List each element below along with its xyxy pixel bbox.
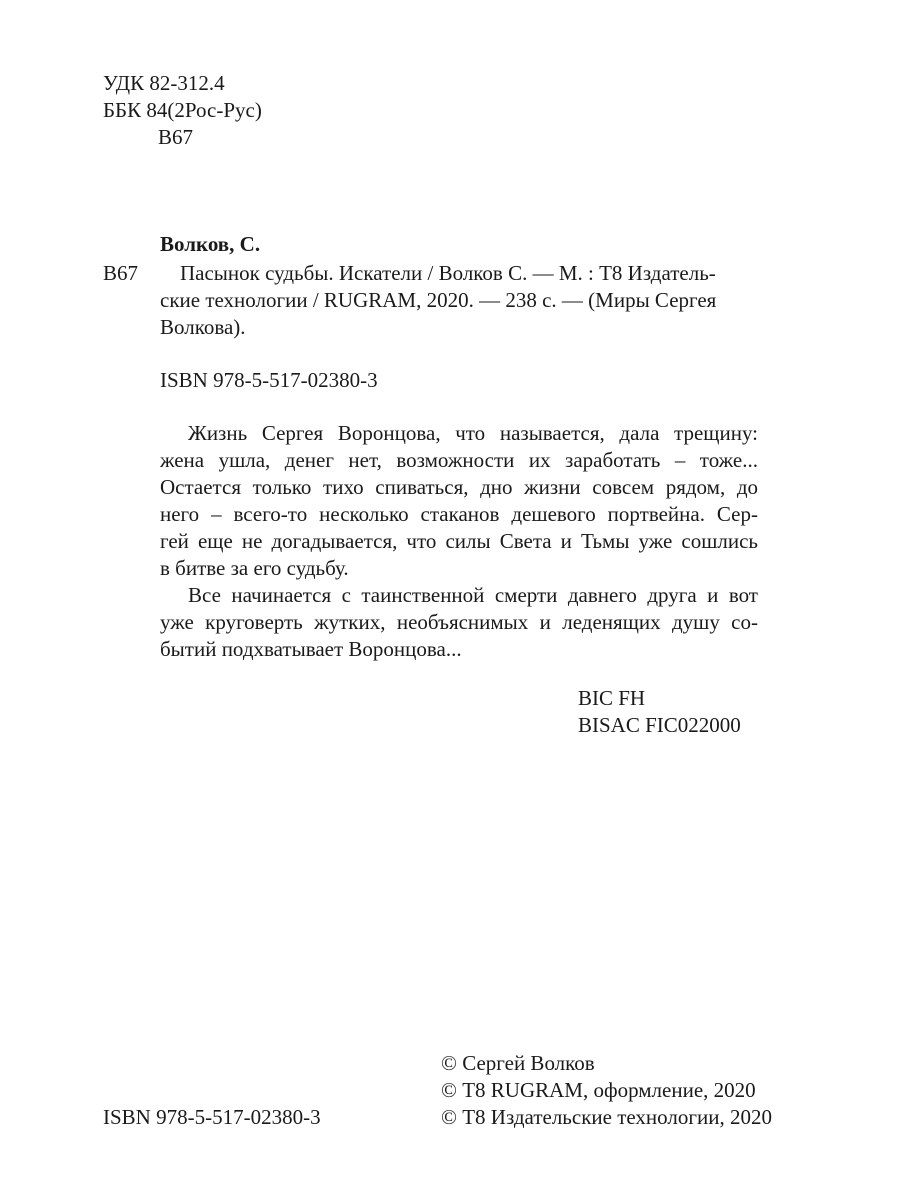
- isbn-bottom: ISBN 978-5-517-02380-3: [103, 1105, 321, 1129]
- isbn-main: ISBN 978-5-517-02380-3: [160, 368, 378, 392]
- entry-line: Пасынок судьбы. Искатели / Волков С. — М. : Т8 Издатель-: [180, 261, 716, 285]
- udk-code: УДК 82-312.4: [103, 71, 225, 95]
- copyright-block: [441, 1050, 772, 1131]
- annotation-line: бытий подхватывает Воронцова...: [160, 637, 462, 661]
- annotation: [160, 420, 758, 663]
- entry-line: ские технологии / RUGRAM, 2020. — 238 с. — (Миры Сергея: [160, 288, 717, 312]
- bbk-code: ББК 84(2Рос-Рус): [103, 98, 262, 122]
- subject-codes: [578, 685, 741, 739]
- annotation-line: Жизнь Сергея Воронцова, что называется, дала трещину:: [188, 421, 758, 445]
- copyright-line: © Сергей Волков: [441, 1051, 595, 1075]
- copyright-line: © Т8 Издательские технологии, 2020: [441, 1105, 772, 1129]
- bibliographic-entry: [160, 260, 750, 341]
- annotation-line: уже круговерть жутких, необъяснимых и леденящих душу со-: [160, 610, 758, 634]
- annotation-line: Все начинается с таинственной смерти давнего друга и вот: [188, 583, 758, 607]
- bic-code: BIC FH: [578, 686, 646, 710]
- annotation-line: него – всего-то несколько стаканов дешевого портвейна. Сер-: [160, 502, 758, 526]
- annotation-paragraph: [160, 420, 758, 582]
- annotation-line: жена ушла, денег нет, возможности их заработать – тоже...: [160, 448, 758, 472]
- author-mark-code: В67: [158, 125, 194, 149]
- annotation-paragraph: [160, 582, 758, 663]
- annotation-line: гей еще не догадывается, что силы Света и Тьмы уже сошлись: [160, 529, 758, 553]
- entry-line: Волкова).: [160, 315, 246, 339]
- copyright-line: © Т8 RUGRAM, оформление, 2020: [441, 1078, 756, 1102]
- annotation-line: в битве за его судьбу.: [160, 556, 349, 580]
- bisac-code: BISAC FIC022000: [578, 713, 741, 737]
- author-heading: Волков, С.: [160, 232, 261, 256]
- classification-block: [103, 70, 262, 151]
- entry-author-mark: В67: [103, 261, 139, 285]
- annotation-line: Остается только тихо спиваться, дно жизни совсем рядом, до: [160, 475, 758, 499]
